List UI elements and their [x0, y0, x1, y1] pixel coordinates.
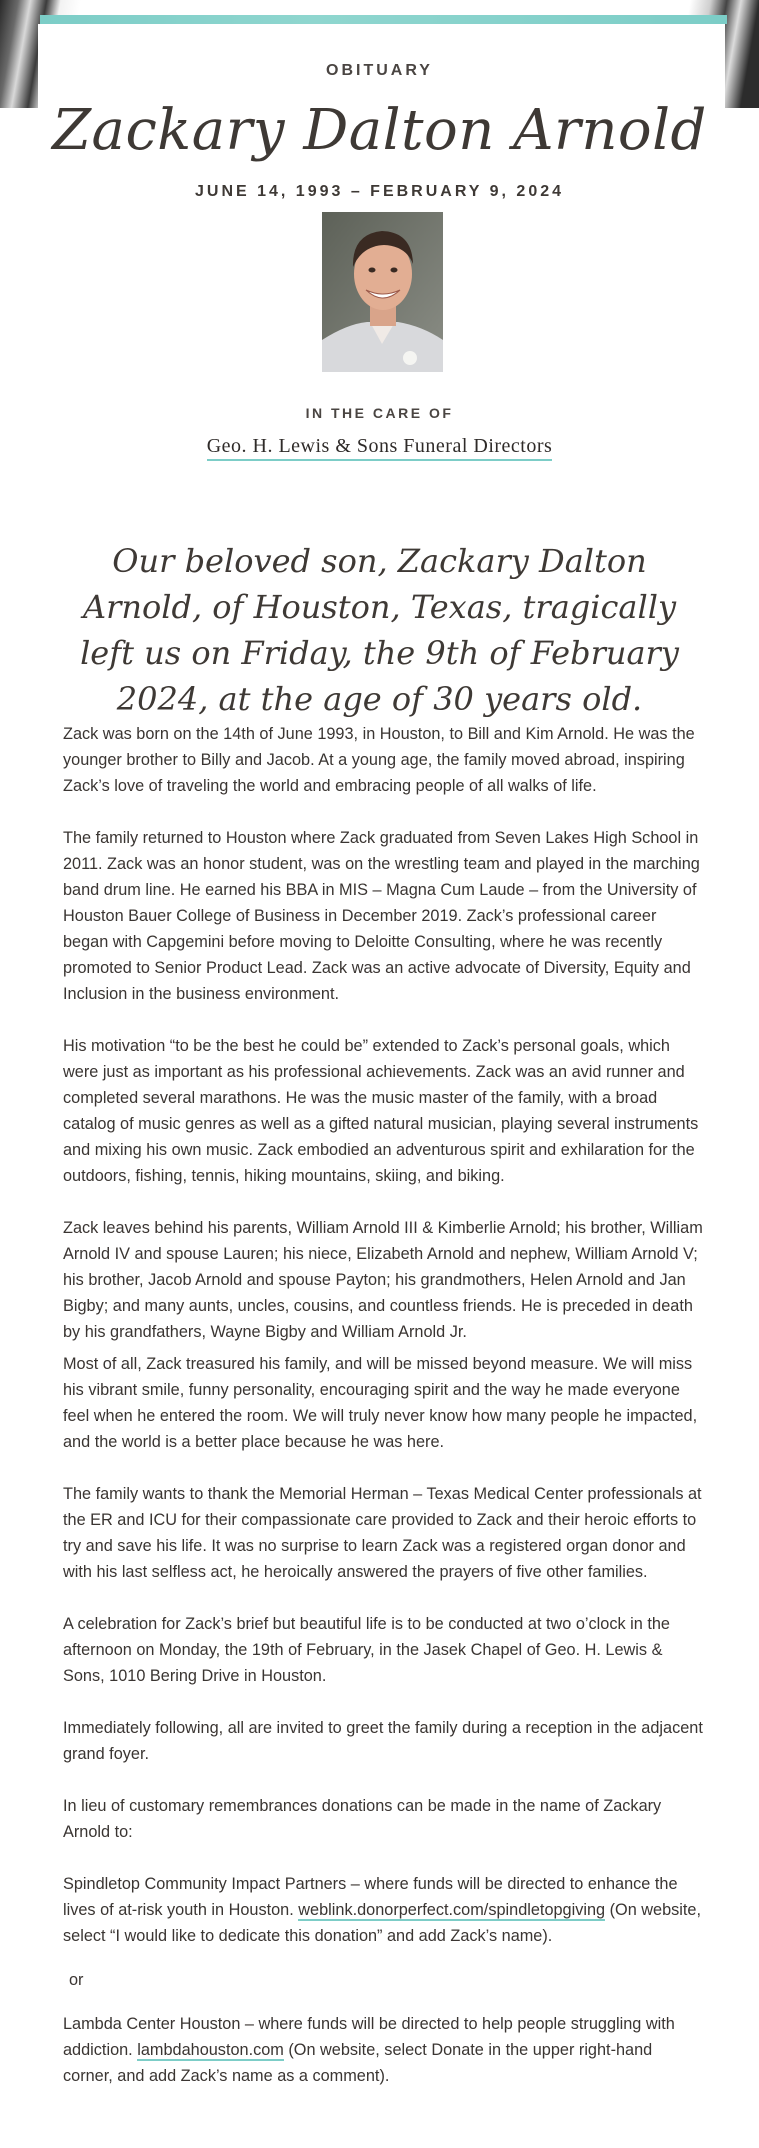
paragraph-thanks: The family wants to thank the Memorial Herman – Texas Medical Center professionals at the ER and ICU for their compassionate care provided to Zack and their heroic efforts to try and save his life. It was no surprise to learn Zack was a registered organ donor and with his last selfless act, he heroically answered the prayers of five other families.	[63, 1485, 702, 1581]
lead-statement: Our beloved son, Zackary Dalton Arnold, of Houston, Texas, tragically left us on Friday, the 9th of February 2024, at the age of 30 years old.	[80, 542, 679, 718]
paragraph-donation-lambda	[63, 2011, 703, 2089]
lambda-donation-link[interactable]: lambdahouston.com	[137, 2041, 284, 2059]
spindletop-text: Spindletop Community Impact Partners – where funds will be directed to enhance the lives of at-risk youth in Houston.	[63, 1875, 678, 1919]
lambda-instructions: (On website, select Donate in the upper right-hand corner, and add Zack’s name as a comment).	[63, 2041, 653, 2085]
portrait-photo	[322, 212, 443, 372]
portrait-illustration	[322, 212, 443, 372]
funeral-home-link-wrap	[0, 435, 759, 458]
funeral-home-link[interactable]: Geo. H. Lewis & Sons Funeral Directors	[207, 435, 553, 461]
paragraph-survivors: Zack leaves behind his parents, William Arnold III & Kimberlie Arnold; his brother, William Arnold IV and spouse Lauren; his niece, Elizabeth Arnold and nephew, William Arnold V; his brother, Jacob Arnold and spouse Payton; his grandmothers, Helen Arnold and Jan Bigby; and many aunts, uncles, cousins, and countless friends. He is preceded in death by his grandfathers, Wayne Bigby and William Arnold Jr.	[63, 1219, 703, 1341]
paragraph-treasured-family: Most of all, Zack treasured his family, and will be missed beyond measure. We will miss his vibrant smile, funny personality, encouraging spirit and the way he made everyone feel when he entered the room. We will truly never know how many people he impacted, and the world is a better place because he was here.	[63, 1355, 698, 1451]
spindletop-donation-link[interactable]: weblink.donorperfect.com/spindletopgiving	[298, 1901, 606, 1919]
paragraph-education-career: The family returned to Houston where Zack graduated from Seven Lakes High School in 2011. Zack was an honor student, was on the wrestling team and played in the marching band drum line. He earned his BBA in MIS – Magna Cum Laude – from the University of Houston Bauer College of Business in December 2019. Zack’s professional career began with Capgemini before moving to Deloitte Consulting, where he was recently promoted to Senior Product Lead. Zack was an active advocate of Diversity, Equity and Inclusion in the business environment.	[63, 829, 700, 1003]
or-separator: or	[69, 1971, 84, 1989]
paragraph-donations-intro: In lieu of customary remembrances donations can be made in the name of Zackary Arnold to:	[63, 1797, 662, 1841]
life-dates: JUNE 14, 1993 – FEBRUARY 9, 2024	[194, 183, 565, 200]
spindletop-instructions: (On website, select “I would like to dedicate this donation” and add Zack’s name).	[63, 1901, 702, 1945]
paragraph-celebration: A celebration for Zack’s brief but beautiful life is to be conducted at two o’clock in the afternoon on Monday, the 19th of February, in the Jasek Chapel of Geo. H. Lewis & Sons, 1010 Bering Drive in Houston.	[63, 1615, 670, 1685]
obituary-label: OBITUARY	[326, 62, 433, 79]
obituary-body	[63, 721, 703, 2089]
paragraph-personal-goals: His motivation “to be the best he could be” extended to Zack’s personal goals, which were just as important as his professional achievements. Zack was an avid runner and completed several marathons. He was the music master of the family, with a broad catalog of music genres as well as a gifted natural musician, playing several instruments and mixing his own music. Zack embodied an adventurous spirit and exhilaration for the outdoors, fishing, tennis, hiking mountains, skiing, and biking.	[63, 1037, 699, 1185]
deceased-name: Zackary Dalton Arnold	[52, 98, 707, 163]
paragraph-early-life: Zack was born on the 14th of June 1993, in Houston, to Bill and Kim Arnold. He was the younger brother to Billy and Jacob. At a young age, the family moved abroad, inspiring Zack’s love of traveling the world and embracing people of all walks of life.	[63, 725, 695, 795]
accent-bar	[40, 15, 727, 24]
paragraph-donation-spindletop	[63, 1871, 703, 1949]
care-label: IN THE CARE OF	[305, 405, 454, 421]
lambda-text: Lambda Center Houston – where funds will be directed to help people struggling with addiction.	[63, 2015, 675, 2059]
paragraph-reception: Immediately following, all are invited to greet the family during a reception in the adjacent grand foyer.	[63, 1719, 703, 1763]
